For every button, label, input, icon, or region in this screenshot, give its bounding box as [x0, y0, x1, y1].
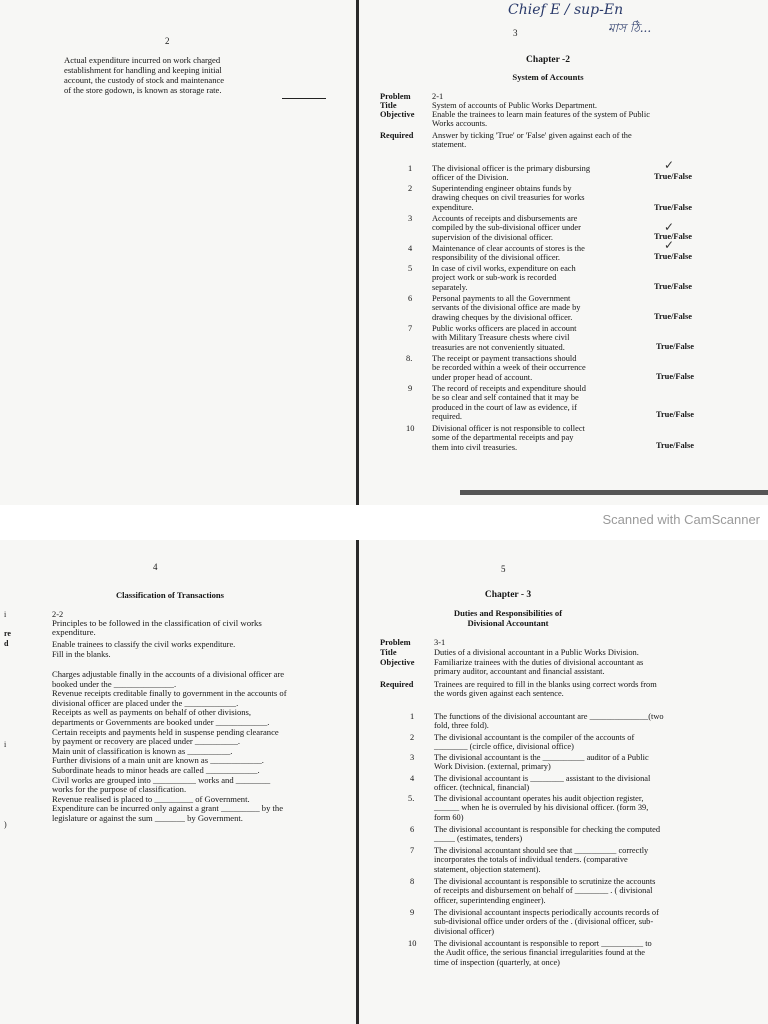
required-label: Required	[380, 680, 414, 689]
statement: Public works officers are placed in account with Military Treasure chests where civil treasuries are not conveniently situated.	[432, 324, 577, 352]
tick-mark-icon: ✓	[664, 158, 675, 172]
fill-in-question: The divisional accountant operates his audit objection register, ______ when he is overruled by his divisional officer. (form 39, form 60)	[434, 794, 649, 822]
objective-label: Objective	[380, 658, 415, 667]
item-number: 4	[410, 774, 415, 783]
chapter-heading: Chapter -2	[526, 55, 570, 65]
page-2	[0, 0, 358, 505]
problem-label: Problem	[380, 638, 411, 647]
required-value: Fill in the blanks.	[52, 650, 111, 659]
true-false-option: True/False	[654, 282, 692, 291]
item-number: 6	[408, 294, 413, 303]
fill-in-question: The divisional accountant is responsible to scrutinize the accounts of receipts and disbursement on behalf of ________ . ( divisional officer, superintending engineer).	[434, 877, 656, 905]
objective-label: Objective	[380, 110, 415, 119]
handwritten-note: Chief E / sup-En	[508, 2, 624, 18]
required-label: Required	[380, 131, 414, 140]
fill-in-questions: Charges adjustable finally in the accounts of a divisional officer are booked under the ______________. Revenue receipts creditable finally to government in the accounts of divisional officer are placed under the ____________. Receipts as well as payments on behalf of other divisions, departments or Governments are booked under ____________. Certain receipts and payments held in suspense pending clearance by payment or recovery are placed under __________. Main unit of classification is known as __________. Further divisions of a main unit are known as ____________. Subordinate heads to minor heads are called ____________. Civil works are grouped into __________ works and ________ works for the purpose of classification. Revenue realised is placed to _________ of Government. Expenditure can be incurred only against a grant _________ by the legislature or against the sum _______ by Government.	[52, 669, 287, 823]
book-spine	[356, 540, 359, 1024]
fill-in-question: The functions of the divisional accountant are ______________(two fold, three fold).	[434, 712, 664, 731]
statement: In case of civil works, expenditure on each project work or sub-work is recorded separately.	[432, 264, 576, 292]
page-edge-shadow	[460, 490, 768, 495]
item-number: 10	[406, 424, 415, 433]
margin-mark: d	[4, 639, 9, 648]
section-title: Duties and Responsibilities of Divisional Accountant	[453, 608, 563, 628]
true-false-option: True/False	[656, 342, 694, 351]
page-2-text: Actual expenditure incurred on work charged establishment for handling and keeping initial account, the custody of stock and maintenance of the store godown, is known as storage rate.	[64, 55, 225, 95]
item-number: 6	[410, 825, 415, 834]
statement: Superintending engineer obtains funds by drawing cheques on civil treasuries for works expenditure.	[432, 184, 585, 212]
problem-value: 2-2	[52, 610, 64, 619]
page-4	[0, 540, 358, 1024]
true-false-option: True/False	[654, 252, 692, 261]
page-5	[358, 540, 768, 1024]
item-number: 5	[408, 264, 413, 273]
item-number: 1	[408, 164, 413, 173]
item-number: 8.	[406, 354, 413, 363]
fill-in-question: The divisional accountant is ________ assistant to the divisional officer. (technical, financial)	[434, 774, 651, 793]
section-title: Classification of Transactions	[115, 590, 225, 600]
page-number: 4	[153, 562, 158, 572]
item-number: 4	[408, 244, 413, 253]
statement: The receipt or payment transactions should be recorded within a week of their occurrence under proper head of account.	[432, 354, 586, 382]
title-value: Principles to be followed in the classification of civil works expenditure.	[52, 618, 262, 638]
item-number: 10	[408, 939, 417, 948]
page-number: 3	[513, 28, 518, 38]
objective-value: Familiarize trainees with the duties of divisional accountant as primary auditor, accountant and financial assistant.	[434, 658, 644, 677]
true-false-option: True/False	[654, 232, 692, 241]
item-number: 1	[410, 712, 415, 721]
item-number: 9	[408, 384, 413, 393]
item-number: 7	[408, 324, 413, 333]
title-label: Title	[380, 101, 397, 110]
tick-mark-icon: ✓	[664, 220, 675, 234]
answer-blank	[282, 98, 326, 99]
true-false-option: True/False	[654, 312, 692, 321]
true-false-option: True/False	[654, 172, 692, 181]
page-number: 5	[501, 564, 506, 574]
problem-value: 2-1	[432, 92, 444, 101]
true-false-option: True/False	[656, 410, 694, 419]
item-number: 8	[410, 877, 415, 886]
statement: Divisional officer is not responsible to collect some of the departmental receipts and pay them into civil treasuries.	[432, 424, 585, 452]
section-title: System of Accounts	[512, 72, 584, 82]
page-number: 2	[165, 36, 170, 46]
fill-in-question: The divisional accountant is the compiler of the accounts of ________ (circle office, divisional office)	[434, 733, 635, 752]
chapter-heading: Chapter - 3	[484, 590, 532, 600]
title-label: Title	[380, 648, 397, 657]
item-number: 2	[410, 733, 415, 742]
scanner-watermark: Scanned with CamScanner	[602, 512, 760, 527]
item-number: 5.	[408, 794, 415, 803]
fill-in-question: The divisional accountant is responsible to report __________ to the Audit office, the serious financial irregularities found at the time of inspection (quarterly, at once)	[434, 939, 652, 967]
required-value: Trainees are required to fill in the blanks using correct words from the words given against each sentence.	[434, 680, 657, 699]
item-number: 3	[410, 753, 415, 762]
required-value: Answer by ticking 'True' or 'False' given against each of the statement.	[432, 131, 632, 150]
fill-in-question: The divisional accountant should see that __________ correctly incorporates the totals of individual tenders. (comparative statement, objection statement).	[434, 846, 649, 874]
item-number: 9	[410, 908, 415, 917]
book-spine	[356, 0, 359, 505]
item-number: 3	[408, 214, 413, 223]
objective-value: Enable trainees to classify the civil works expenditure.	[52, 640, 236, 649]
statement: The record of receipts and expenditure should be so clear and self contained that it may be produced in the court of law as evidence, if required.	[432, 384, 586, 422]
margin-mark: )	[4, 820, 7, 829]
statement: Maintenance of clear accounts of stores is the responsibility of the divisional officer.	[432, 244, 585, 263]
fill-in-question: The divisional accountant is the __________ auditor of a Public Work Division. (external, primary)	[434, 753, 649, 772]
fill-in-question: The divisional accountant inspects periodically accounts records of sub-divisional office under orders of the . (divisional officer, sub- divisional officer)	[434, 908, 659, 936]
margin-mark: i	[4, 740, 7, 749]
statement: Accounts of receipts and disbursements are compiled by the sub-divisional officer under supervision of the divisional officer.	[432, 214, 581, 242]
margin-mark: re	[4, 629, 11, 638]
item-number: 2	[408, 184, 413, 193]
objective-value: Enable the trainees to learn main features of the system of Public Works accounts.	[432, 110, 650, 129]
handwritten-note: মাস ঠি...	[608, 21, 652, 35]
statement: The divisional officer is the primary disbursing officer of the Division.	[432, 164, 591, 183]
title-value: Duties of a divisional accountant in a Public Works Division.	[434, 648, 639, 657]
problem-value: 3-1	[434, 638, 446, 647]
margin-mark: i	[4, 610, 7, 619]
true-false-option: True/False	[656, 441, 694, 450]
statement: Personal payments to all the Government servants of the divisional office are made by drawing cheques by the divisional officer.	[432, 294, 581, 322]
tick-mark-icon: ✓	[664, 238, 675, 252]
item-number: 7	[410, 846, 415, 855]
fill-in-question: The divisional accountant is responsible for checking the computed _____ (estimates, tenders)	[434, 825, 661, 844]
true-false-option: True/False	[656, 372, 694, 381]
true-false-option: True/False	[654, 203, 692, 212]
title-value: System of accounts of Public Works Department.	[432, 101, 598, 110]
problem-label: Problem	[380, 92, 411, 101]
page-3	[358, 0, 768, 505]
